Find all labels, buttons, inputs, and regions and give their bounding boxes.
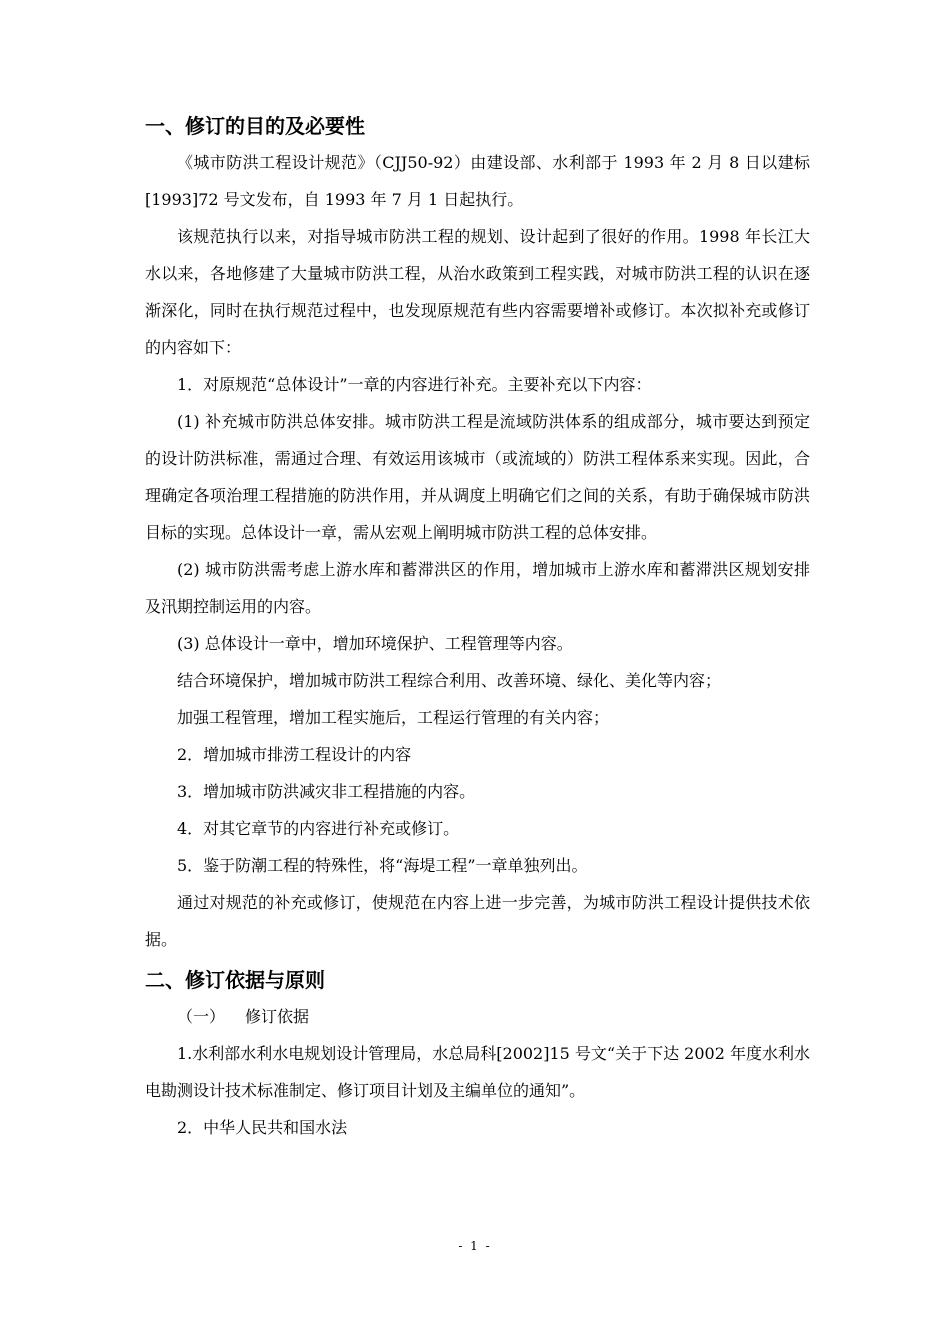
paragraph: 结合环境保护，增加城市防洪工程综合利用、改善环境、绿化、美化等内容； <box>177 671 722 690</box>
subheading-number: （一） <box>177 1007 226 1026</box>
list-item: 4．对其它章节的内容进行补充或修订。 <box>177 819 460 838</box>
page-number: - 1 - <box>458 1239 492 1253</box>
section-heading-purpose: 一、修订的目的及必要性 <box>145 114 365 138</box>
paragraph: 1．对原规范“总体设计”一章的内容进行补充。主要补充以下内容： <box>177 375 652 394</box>
subheading <box>145 998 810 1035</box>
subheading-text: 修订依据 <box>245 1007 310 1026</box>
paragraph: (3) 总体设计一章中，增加环境保护、工程管理等内容。 <box>177 634 573 653</box>
document-body <box>145 108 810 1146</box>
list-item: 2．中华人民共和国水法 <box>177 1118 348 1137</box>
paragraph: 加强工程管理，增加工程实施后，工程运行管理的有关内容； <box>177 708 610 727</box>
list-item: 3．增加城市防洪减灾非工程措施的内容。 <box>177 782 476 801</box>
section-heading-basis: 二、修订依据与原则 <box>145 968 325 992</box>
list-item: 5．鉴于防潮工程的特殊性，将“海堤工程”一章单独列出。 <box>177 856 588 875</box>
paragraph: 该规范执行以来，对指导城市防洪工程的规划、设计起到了很好的作用。1998 年长江大水以来，各地修建了大量城市防洪工程，从治水政策到工程实践，对城市防洪工程的认识在逐渐深化，同时在执行规范过程中，也发现原规范有些内容需要增补或修订。本次拟补充或修订的内容如下： <box>145 227 810 357</box>
paragraph: 通过对规范的补充或修订，使规范在内容上进一步完善，为城市防洪工程设计提供技术依据。 <box>145 893 810 949</box>
paragraph: 1.水利部水利水电规划设计管理局，水总局科[2002]15 号文“关于下达 2002 年度水利水电勘测设计技术标准制定、修订项目计划及主编单位的通知”。 <box>145 1044 810 1100</box>
paragraph: (2) 城市防洪需考虑上游水库和蓄滞洪区的作用，增加城市上游水库和蓄滞洪区规划安排及汛期控制运用的内容。 <box>145 560 810 616</box>
paragraph: 《城市防洪工程设计规范》（CJJ50-92）由建设部、水利部于 1993 年 2 月 8 日以建标[1993]72 号文发布，自 1993 年 7 月 1 日起执行。 <box>145 153 810 209</box>
paragraph: (1) 补充城市防洪总体安排。城市防洪工程是流域防洪体系的组成部分，城市要达到预定的设计防洪标准，需通过合理、有效运用该城市（或流域的）防洪工程体系来实现。因此，合理确定各项治理工程措施的防洪作用，并从调度上明确它们之间的关系，有助于确保城市防洪目标的实现。总体设计一章，需从宏观上阐明城市防洪工程的总体安排。 <box>145 412 810 542</box>
list-item: 2．增加城市排涝工程设计的内容 <box>177 745 412 764</box>
